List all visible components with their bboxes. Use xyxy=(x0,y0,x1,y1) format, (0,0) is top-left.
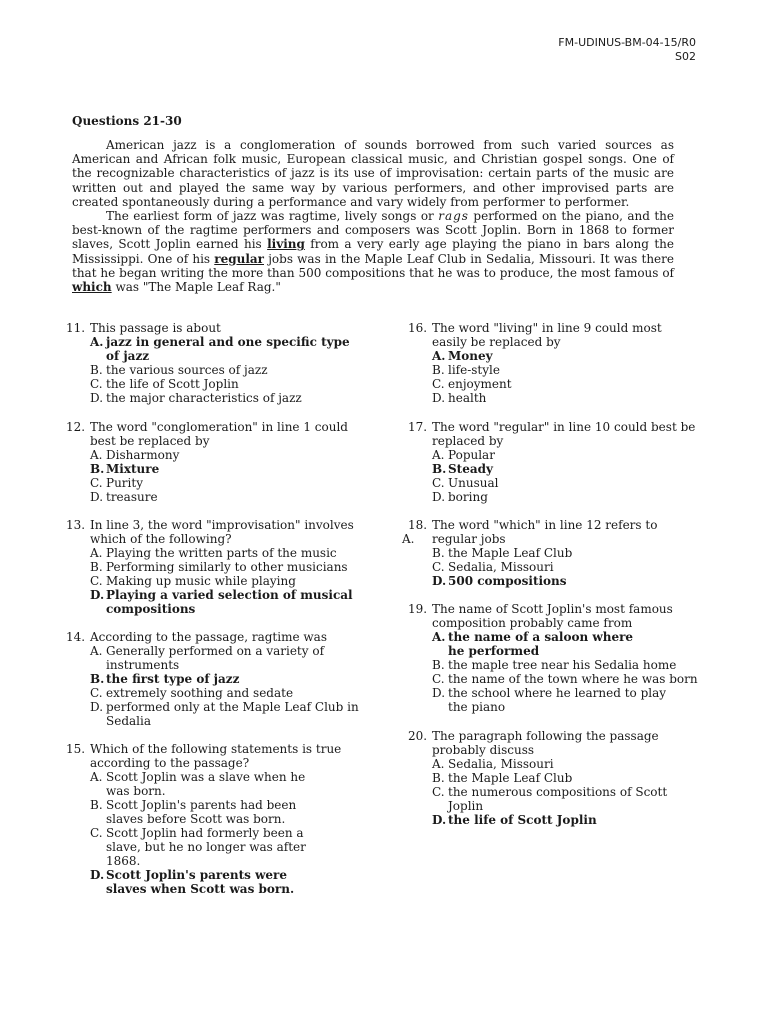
option-b[interactable] xyxy=(408,658,698,672)
option-b[interactable] xyxy=(66,462,366,476)
option-text: Money xyxy=(448,349,493,363)
option-a[interactable] xyxy=(408,757,698,771)
option-letter: D. xyxy=(90,588,105,602)
option-letter: C. xyxy=(432,476,445,490)
option-text: Generally performed on a variety of instruments xyxy=(106,644,325,672)
option-letter: B. xyxy=(432,363,445,377)
option-a[interactable] xyxy=(402,532,698,546)
option-letter: D. xyxy=(432,391,446,405)
option-text: boring xyxy=(448,490,488,504)
option-text: Purity xyxy=(106,476,143,490)
option-text: the life of Scott Joplin xyxy=(448,813,597,827)
option-letter: D. xyxy=(90,490,104,504)
option-letter: B. xyxy=(432,658,445,672)
option-text: Scott Joplin was a slave when he was born. xyxy=(106,770,306,798)
question-15 xyxy=(66,742,356,896)
passage-text: from a very early age playing the piano in bars along the Mississippi. One of his xyxy=(72,237,674,266)
option-letter: B. xyxy=(90,462,105,476)
option-letter: C. xyxy=(90,686,103,700)
passage-text: performed on the piano, and the best-known of the ragtime performers and composers was Scott Joplin. Born in 1868 to former slaves, Scott Joplin earned his xyxy=(72,209,674,252)
option-c[interactable] xyxy=(66,826,316,868)
question-number: 20. xyxy=(408,729,428,743)
option-b[interactable] xyxy=(66,363,366,377)
passage-underlined-word: living xyxy=(267,237,305,252)
question-11 xyxy=(66,321,366,405)
option-a[interactable] xyxy=(408,448,698,462)
question-text: Which of the following statements is true according to the passage? xyxy=(90,742,342,770)
option-c[interactable] xyxy=(66,574,366,588)
question-text: The word "regular" in line 10 could best be replaced by xyxy=(432,420,696,448)
option-text: enjoyment xyxy=(448,377,512,391)
passage-text: The earliest form of jazz was ragtime, lively songs or xyxy=(106,209,439,224)
question-number: 18. xyxy=(408,518,428,532)
option-c[interactable] xyxy=(66,686,366,700)
question-18 xyxy=(402,518,698,588)
option-a[interactable] xyxy=(66,546,366,560)
option-text: the first type of jazz xyxy=(106,672,240,686)
option-letter: A. xyxy=(432,349,446,363)
page-code: S02 xyxy=(675,50,696,63)
option-letter: C. xyxy=(432,785,445,799)
option-text: Playing the written parts of the music xyxy=(106,546,337,560)
question-16 xyxy=(408,321,698,405)
option-letter: C. xyxy=(432,672,445,686)
question-text: According to the passage, ragtime was xyxy=(90,630,327,644)
question-13 xyxy=(66,518,366,616)
option-text: Sedalia, Missouri xyxy=(448,757,554,771)
option-text: performed only at the Maple Leaf Club in Sedalia xyxy=(106,700,359,728)
option-text: Sedalia, Missouri xyxy=(448,560,554,574)
option-c[interactable] xyxy=(408,672,698,686)
option-text: Scott Joplin's parents had been slaves before Scott was born. xyxy=(106,798,297,826)
question-stem xyxy=(66,630,366,644)
option-b[interactable] xyxy=(408,462,698,476)
option-letter: B. xyxy=(90,560,103,574)
option-letter: C. xyxy=(90,826,103,840)
option-d[interactable] xyxy=(408,686,678,714)
passage-italic-word: rags xyxy=(438,209,469,224)
option-letter: D. xyxy=(432,490,446,504)
question-stem xyxy=(408,420,698,448)
option-letter: B. xyxy=(432,546,445,560)
question-number: 12. xyxy=(66,420,86,434)
option-letter: B. xyxy=(90,672,105,686)
option-a[interactable] xyxy=(66,448,366,462)
option-d[interactable] xyxy=(66,391,366,405)
question-number: 15. xyxy=(66,742,86,756)
option-d[interactable] xyxy=(66,700,366,728)
option-text: Disharmony xyxy=(106,448,180,462)
option-b[interactable] xyxy=(408,771,698,785)
question-14 xyxy=(66,630,366,728)
option-text: Scott Joplin had formerly been a slave, but he no longer was after 1868. xyxy=(106,826,306,868)
section-title: Questions 21-30 xyxy=(72,114,182,128)
option-d[interactable] xyxy=(408,391,698,405)
option-d[interactable] xyxy=(408,813,698,827)
option-text: the life of Scott Joplin xyxy=(106,377,239,391)
option-text: life-style xyxy=(448,363,500,377)
passage-paragraph-2 xyxy=(72,209,674,294)
option-letter: D. xyxy=(432,574,447,588)
option-text: the Maple Leaf Club xyxy=(448,546,573,560)
option-text: Making up music while playing xyxy=(106,574,296,588)
question-number: 13. xyxy=(66,518,86,532)
option-text: Playing a varied selection of musical compositions xyxy=(106,588,353,616)
question-12 xyxy=(66,420,366,504)
option-letter: B. xyxy=(432,771,445,785)
option-text: the numerous compositions of Scott Joplin xyxy=(448,785,668,813)
option-text: Popular xyxy=(448,448,495,462)
option-c[interactable] xyxy=(66,476,366,490)
option-text: Steady xyxy=(448,462,493,476)
question-text: The paragraph following the passage probably discuss xyxy=(432,729,659,757)
option-letter: C. xyxy=(432,377,445,391)
question-text: This passage is about xyxy=(90,321,221,335)
option-a[interactable] xyxy=(66,335,366,363)
option-d[interactable] xyxy=(66,490,366,504)
question-stem xyxy=(66,420,366,448)
option-b[interactable] xyxy=(66,672,366,686)
option-letter: A. xyxy=(90,335,104,349)
option-text: Scott Joplin's parents were slaves when Scott was born. xyxy=(106,868,295,896)
question-number: 14. xyxy=(66,630,86,644)
option-text: the maple tree near his Sedalia home xyxy=(448,658,677,672)
option-letter: A. xyxy=(432,630,446,644)
option-letter: A. xyxy=(90,448,103,462)
question-text: The name of Scott Joplin's most famous composition probably came from xyxy=(432,602,673,630)
option-letter: D. xyxy=(432,813,447,827)
option-text: extremely soothing and sedate xyxy=(106,686,294,700)
option-text: the Maple Leaf Club xyxy=(448,771,573,785)
question-number: 17. xyxy=(408,420,428,434)
question-17 xyxy=(408,420,698,504)
option-c[interactable] xyxy=(408,785,678,813)
option-d[interactable] xyxy=(408,490,698,504)
option-text: the school where he learned to play the piano xyxy=(448,686,667,714)
option-text: the major characteristics of jazz xyxy=(106,391,302,405)
option-letter: D. xyxy=(90,391,104,405)
option-c[interactable] xyxy=(408,476,698,490)
question-stem xyxy=(66,742,356,770)
option-letter: D. xyxy=(432,686,446,700)
option-d[interactable] xyxy=(66,588,366,616)
question-number: 11. xyxy=(66,321,86,335)
option-d[interactable] xyxy=(408,574,698,588)
question-text: In line 3, the word "improvisation" involves which of the following? xyxy=(90,518,354,546)
option-letter: C. xyxy=(432,560,445,574)
option-c[interactable] xyxy=(66,377,366,391)
passage-underlined-word: regular xyxy=(214,251,264,266)
passage-text: jobs was in the Maple Leaf Club in Sedalia, Missouri. It was there that he began writing the more than 500 compositions that he was to produce, the most famous of xyxy=(72,251,674,280)
option-text: 500 compositions xyxy=(448,574,567,588)
option-text: the name of the town where he was born xyxy=(448,672,698,686)
form-code: FM-UDINUS-BM-04-15/R0 xyxy=(558,36,696,49)
question-20 xyxy=(408,729,698,827)
option-letter: D. xyxy=(90,700,104,714)
option-d[interactable] xyxy=(66,868,316,896)
question-text: The word "conglomeration" in line 1 could best be replaced by xyxy=(90,420,348,448)
option-a[interactable] xyxy=(66,644,366,672)
option-text: the name of a saloon where he performed xyxy=(448,630,634,658)
option-letter: A. xyxy=(90,546,103,560)
option-b[interactable] xyxy=(408,363,698,377)
option-text: treasure xyxy=(106,490,158,504)
option-a[interactable] xyxy=(408,630,648,658)
question-text: The word "living" in line 9 could most easily be replaced by xyxy=(432,321,662,349)
question-number: 19. xyxy=(408,602,428,616)
option-text: jazz in general and one specific type of jazz xyxy=(106,335,350,363)
option-letter: C. xyxy=(90,377,103,391)
option-text: regular jobs xyxy=(432,532,506,546)
option-b[interactable] xyxy=(408,546,698,560)
question-stem xyxy=(408,518,698,532)
option-b[interactable] xyxy=(66,560,366,574)
option-letter: A. xyxy=(432,448,445,462)
option-text: Mixture xyxy=(106,462,160,476)
option-letter: B. xyxy=(90,363,103,377)
option-letter: A. xyxy=(432,757,445,771)
question-19 xyxy=(408,602,698,714)
option-text: Performing similarly to other musicians xyxy=(106,560,348,574)
question-number: 16. xyxy=(408,321,428,335)
passage-underlined-word: which xyxy=(72,280,112,295)
option-letter: C. xyxy=(90,574,103,588)
option-text: health xyxy=(448,391,487,405)
question-stem xyxy=(408,602,698,630)
option-a[interactable] xyxy=(66,770,306,798)
option-a[interactable] xyxy=(408,349,698,363)
option-c[interactable] xyxy=(408,560,698,574)
option-c[interactable] xyxy=(408,377,698,391)
option-letter: A. xyxy=(90,644,103,658)
option-text: the various sources of jazz xyxy=(106,363,268,377)
question-text: The word "which" in line 12 refers to xyxy=(432,518,658,532)
question-stem xyxy=(66,518,366,546)
question-stem xyxy=(408,729,662,757)
question-stem xyxy=(408,321,698,349)
option-letter: A. xyxy=(402,532,415,546)
option-b[interactable] xyxy=(66,798,306,826)
option-letter: A. xyxy=(90,770,103,784)
passage-text: was "The Maple Leaf Rag." xyxy=(111,280,281,295)
option-letter: C. xyxy=(90,476,103,490)
option-letter: D. xyxy=(90,868,105,882)
option-text: Unusual xyxy=(448,476,499,490)
question-stem xyxy=(66,321,366,335)
option-letter: B. xyxy=(432,462,447,476)
option-letter: B. xyxy=(90,798,103,812)
reading-passage xyxy=(72,138,674,294)
passage-paragraph-1: American jazz is a conglomeration of sounds borrowed from such varied sources as American and African folk music, European classical music, and Christian gospel songs. One of the recognizable characteristics of jazz is its use of improvisation: certain parts of the music are written out and played the same way by various performers, and other improvised parts are created spontaneously during a performance and vary widely from performer to performer. xyxy=(72,138,674,209)
